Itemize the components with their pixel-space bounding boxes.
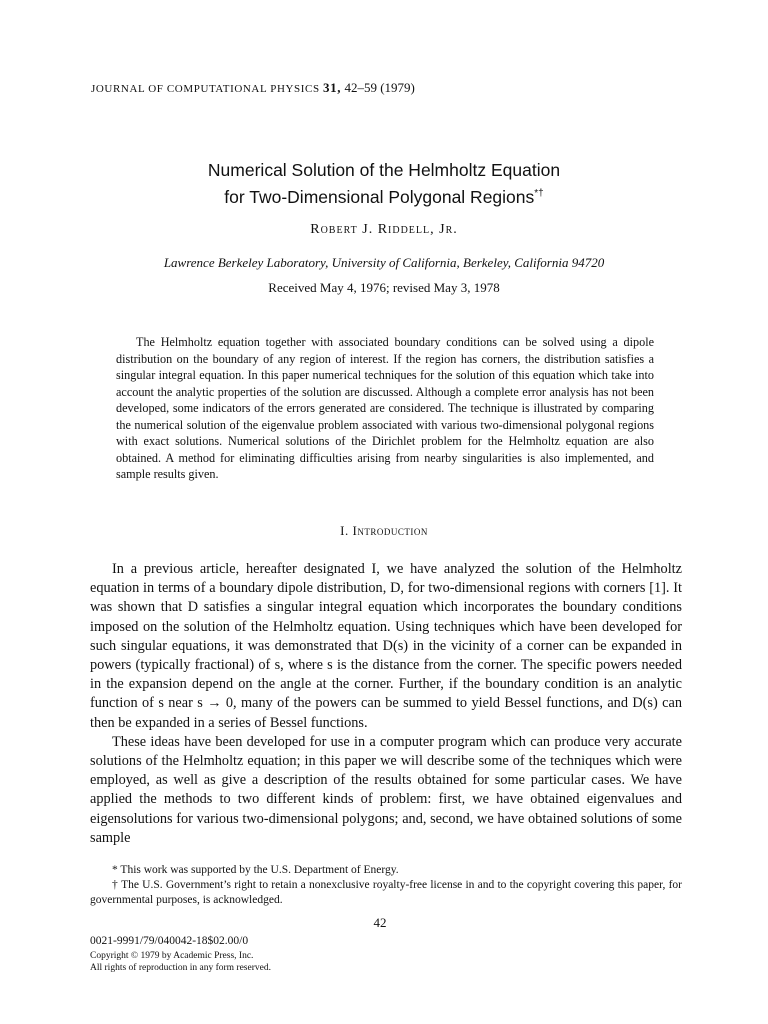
body-paragraph-2: These ideas have been developed for use in a computer program which can produce very accurate solutions of the Helmholtz equation; in this paper we will describe some of the techniques which were employed, as well as give a description of the results obtained for some particular cases. We have applied the methods to two different kinds of problem: first, we have obtained eigenvalues and eigensolutions for various two-dimensional polygons; and, second, we have obtained solutions of some sample (90, 733, 682, 846)
author-affiliation: Lawrence Berkeley Laboratory, University of California, Berkeley, California 94720 (163, 255, 605, 270)
footnotes (90, 863, 682, 908)
footnote-2: † The U.S. Government’s right to retain a nonexclusive royalty-free license in and to the copyright covering this paper, for governmental purposes, is acknowledged. (90, 879, 682, 906)
copyright-line-2: All rights of reproduction in any form reserved. (90, 963, 271, 973)
running-header (91, 80, 415, 96)
title-footnote-marks: *† (534, 188, 544, 199)
body-text (90, 560, 682, 848)
abstract: The Helmholtz equation together with associated boundary conditions can be solved using a dipole distribution on the boundary of any region of interest. If the region has corners, the distribution satisfies a singular integral equation. In this paper numerical techniques for the solution of this equation which take into account the analytic properties of the solution are discussed. Although a complete error analysis has not been developed, some indicators of the errors generated are considered. The technique is illustrated by comparing the numerical solution of the eigenvalue problem associated with various two-dimensional polygonal regions with exact solutions. Numerical solutions of the Dirichlet problem for the Helmholtz equation are also obtained. A method for eliminating difficulties arising from nearby singularities is also implemented, and sample results given. (116, 335, 654, 481)
received-dates: Received May 4, 1976; revised May 3, 1978 (268, 280, 500, 295)
footnote-1: * This work was supported by the U.S. Department of Energy. (112, 864, 399, 876)
page-number: 42 (373, 915, 387, 930)
journal-pages-year: 42–59 (1979) (344, 80, 415, 95)
issn-code: 0021-9991/79/040042-18$02.00/0 (90, 935, 249, 947)
body-paragraph-1: In a previous article, hereafter designated I, we have analyzed the solution of the Helmholtz equation in terms of a boundary dipole distribution, D, for two-dimensional regions with corners [1]. It was shown that D satisfies a singular integral equation which incorporates the boundary conditions imposed on the solution of the Helmholtz equation. Using techniques which have been developed for such singular equations, it was demonstrated that D(s) in the vicinity of a corner can be expanded in powers (typically fractional) of s, where s is the distance from the corner. The specific powers needed in the expansion depend on the angle at the corner. Further, if the boundary condition is an analytic function of s near s → 0, many of the powers can be summed to yield Bessel functions, and D(s) can then be expanded in a series of Bessel functions. (90, 561, 682, 731)
section-heading: I. Introduction (340, 523, 428, 538)
title-line-2: for Two-Dimensional Polygonal Regions (224, 186, 535, 207)
paper-title (100, 158, 668, 209)
journal-volume: 31, (323, 80, 342, 95)
author-name: Robert J. Riddell, Jr. (310, 222, 458, 237)
copyright-line-1: Copyright © 1979 by Academic Press, Inc. (90, 951, 254, 961)
copyright-notice (90, 950, 271, 974)
title-line-1: Numerical Solution of the Helmholtz Equation (207, 160, 561, 180)
journal-name: JOURNAL OF COMPUTATIONAL PHYSICS (91, 83, 320, 95)
